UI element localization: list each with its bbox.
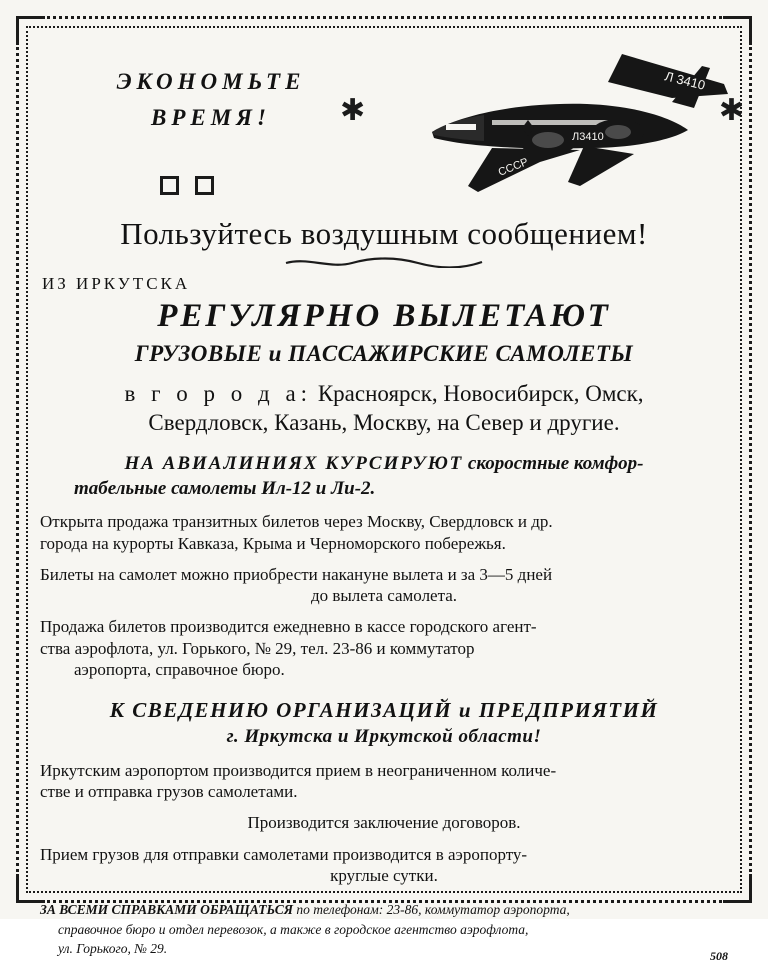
airlines-statement-tail: скоростные комфор-: [467, 452, 644, 474]
destinations-line-1: Красноярск, Новосибирск, Омск,: [317, 381, 644, 406]
square-bullet-icon-2: [195, 176, 214, 195]
paragraph-ticket-office-line-3: аэропорта, справочное бюро.: [74, 659, 285, 679]
destinations-block: [40, 379, 728, 438]
main-claim-line: РЕГУЛЯРНО ВЫЛЕТАЮТ: [157, 298, 611, 334]
paragraph-cargo-acceptance: [40, 760, 728, 803]
paragraph-contracts-line-1: Производится заключение договоров.: [247, 813, 521, 833]
paragraph-transit-tickets: [40, 511, 728, 554]
asterisk-star-icon-right: ✱: [718, 93, 744, 128]
destinations-label: в г о р о д а:: [124, 381, 313, 406]
footer-contact-line-2: справочное бюро и отдел перевозок, а также в городское агентство аэрофлота,: [58, 921, 529, 937]
footer-contact-tail: по телефонам: 23-86, коммутатор аэропорта,: [296, 902, 570, 918]
paragraph-contracts: [40, 812, 728, 833]
page-title: Пользуйтесь воздушным сообщением!: [120, 216, 648, 251]
paragraph-ticket-office: [40, 616, 728, 680]
airlines-statement-line-2: табельные самолеты Ил-12 и Ли-2.: [74, 477, 376, 499]
slogan-line-2: ВРЕМЯ!: [151, 104, 271, 130]
paragraph-purchase-window-line-1: Билеты на самолет можно приобрести накануне вылета и за 3—5 дней: [40, 564, 553, 584]
attention-heading-line-2: г. Иркутска и Иркутской области!: [226, 726, 542, 748]
attention-heading-line-1: К СВЕДЕНИЮ ОРГАНИЗАЦИЙ и ПРЕДПРИЯТИЙ: [109, 698, 659, 722]
airplane-illustration: [372, 36, 732, 211]
airlines-statement: [40, 452, 728, 501]
paragraph-round-the-clock-line-1: Прием грузов для отправки самолетами производится в аэропорту-: [40, 844, 528, 864]
paragraph-cargo-acceptance-line-2: стве и отправка грузов самолетами.: [40, 782, 298, 802]
plane-registration-wing: СССР: [496, 155, 531, 179]
paragraph-cargo-acceptance-line-1: Иркутским аэропортом производится прием в неограниченном количе-: [40, 760, 557, 780]
airlines-statement-caps: НА АВИАЛИНИЯХ КУРСИРУЮТ: [124, 452, 464, 474]
destinations-line-2: Свердловск, Казань, Москву, на Север и другие.: [148, 410, 620, 436]
slogan: [66, 64, 356, 135]
plane-registration-tail: Л 3410: [663, 68, 707, 93]
attention-heading: [40, 696, 728, 750]
departure-city-label: ИЗ ИРКУТСКА: [42, 274, 191, 293]
header-block: [40, 36, 728, 216]
paragraph-transit-tickets-line-1: Открыта продажа транзитных билетов через Москву, Свердловск и др.: [40, 512, 553, 532]
asterisk-star-icon-left: ✱: [340, 93, 366, 128]
footer-contact-caps: ЗА ВСЕМИ СПРАВКАМИ ОБРАЩАТЬСЯ: [40, 902, 294, 918]
paragraph-transit-tickets-line-2: города на курорты Кавказа, Крыма и Черноморского побережья.: [40, 533, 506, 553]
page-number: 508: [710, 948, 728, 963]
paragraph-ticket-office-line-1: Продажа билетов производится ежедневно в кассе городского агент-: [40, 617, 537, 637]
plane-registration-body: Л3410: [572, 131, 604, 143]
wavy-divider: [284, 256, 484, 268]
slogan-line-1: ЭКОНОМЬТЕ: [116, 69, 306, 94]
aircraft-types-line: ГРУЗОВЫЕ и ПАССАЖИРСКИЕ САМОЛЕТЫ: [134, 341, 634, 366]
square-bullet-icon-1: [160, 176, 179, 195]
paragraph-ticket-office-line-2: ства аэрофлота, ул. Горького, № 29, тел. 23-86 и коммутатор: [40, 638, 475, 658]
advertisement-content: [40, 36, 728, 963]
paragraph-round-the-clock: [40, 844, 728, 887]
paragraph-purchase-window-line-2: до вылета самолета.: [310, 586, 458, 605]
paragraph-purchase-window: [40, 564, 728, 607]
square-bullets: [160, 176, 214, 195]
footer-contact-line-3: ул. Горького, № 29.: [58, 941, 168, 957]
footer-contact-note: [40, 900, 728, 963]
paragraph-round-the-clock-line-2: круглые сутки.: [330, 865, 438, 885]
